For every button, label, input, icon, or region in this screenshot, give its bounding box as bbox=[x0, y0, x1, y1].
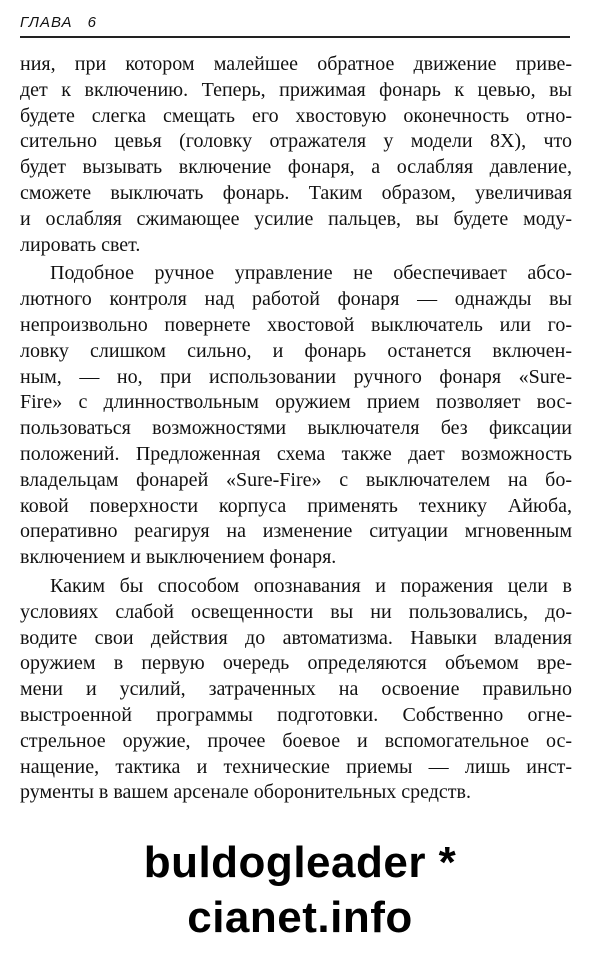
text-line: нащение, тактика и технические приемы — лишь инст- bbox=[20, 755, 572, 778]
watermark-line-1: buldogleader * bbox=[143, 838, 457, 887]
text-line: непроизвольно повернете хвостовой выключатель или го- bbox=[20, 313, 572, 336]
chapter-label: ГЛАВА bbox=[20, 14, 73, 31]
paragraph-2 bbox=[20, 261, 572, 571]
text-line: условиях слабой освещенности вы ни пользовались, до- bbox=[20, 600, 572, 623]
text-line: оперативно реагируя на изменение ситуации мгновенным bbox=[20, 520, 572, 543]
text-line: будет вызывать включение фонаря, а ослабляя давление, bbox=[20, 156, 572, 179]
text-line: ния, при котором малейшее обратное движение приве- bbox=[20, 53, 572, 75]
text-line: выстроенной программы подготовки. Собственно огне- bbox=[20, 703, 572, 726]
text-line: ным, — но, при использовании ручного фонаря «Sure- bbox=[20, 365, 572, 388]
text-line: оружием в первую очередь определяются объемом вре- bbox=[20, 652, 572, 675]
watermark-line-2: cianet.info bbox=[187, 893, 413, 942]
text-line: и ослабляя сжимающее усилие пальцев, вы будете моду- bbox=[20, 207, 572, 230]
text-line: лютного контроля над работой фонаря — однажды вы bbox=[20, 288, 572, 311]
paragraph-1 bbox=[20, 52, 572, 258]
text-line: лировать свет. bbox=[20, 233, 141, 256]
text-line: мени и усилий, затраченных на освоение правильно bbox=[20, 678, 572, 701]
text-line: водите свои действия до автоматизма. Навыки владения bbox=[20, 626, 572, 649]
text-line: включением и выключением фонаря. bbox=[20, 546, 337, 569]
text-line: Fire» с длинноствольным оружием прием позволяет вос- bbox=[20, 391, 572, 414]
paragraph-3 bbox=[20, 574, 572, 806]
text-line: пользоваться возможностями выключателя без фиксации bbox=[20, 417, 572, 440]
text-line: ковой поверхности корпуса применять технику Айюба, bbox=[20, 494, 572, 517]
text-line: Подобное ручное управление не обеспечивает абсо- bbox=[50, 262, 572, 285]
text-line: владельцам фонарей «Sure-Fire» с выключателем на бо- bbox=[20, 468, 572, 491]
text-line: сможете выключать фонарь. Таким образом, увеличивая bbox=[20, 181, 572, 204]
text-line: сительно цевья (головку отражателя у модели 8X), что bbox=[20, 130, 572, 153]
text-line: ловку слишком сильно, и фонарь останется включен- bbox=[20, 339, 572, 362]
text-line: рументы в вашем арсенале оборонительных средств. bbox=[20, 781, 471, 804]
chapter-number: 6 bbox=[87, 14, 97, 31]
text-line: стрельное оружие, прочее боевое и вспомогательное ос- bbox=[20, 729, 572, 752]
text-line: будете слегка смещать его хвостовую оконечность отно- bbox=[20, 104, 572, 127]
text-line: положений. Предложенная схема также дает возможность bbox=[20, 442, 572, 465]
text-line: дет к включению. Теперь, прижимая фонарь к цевью, вы bbox=[20, 78, 572, 101]
running-head bbox=[20, 12, 570, 38]
text-line: Каким бы способом опознавания и поражения цели в bbox=[50, 574, 572, 597]
body-text bbox=[20, 52, 572, 809]
